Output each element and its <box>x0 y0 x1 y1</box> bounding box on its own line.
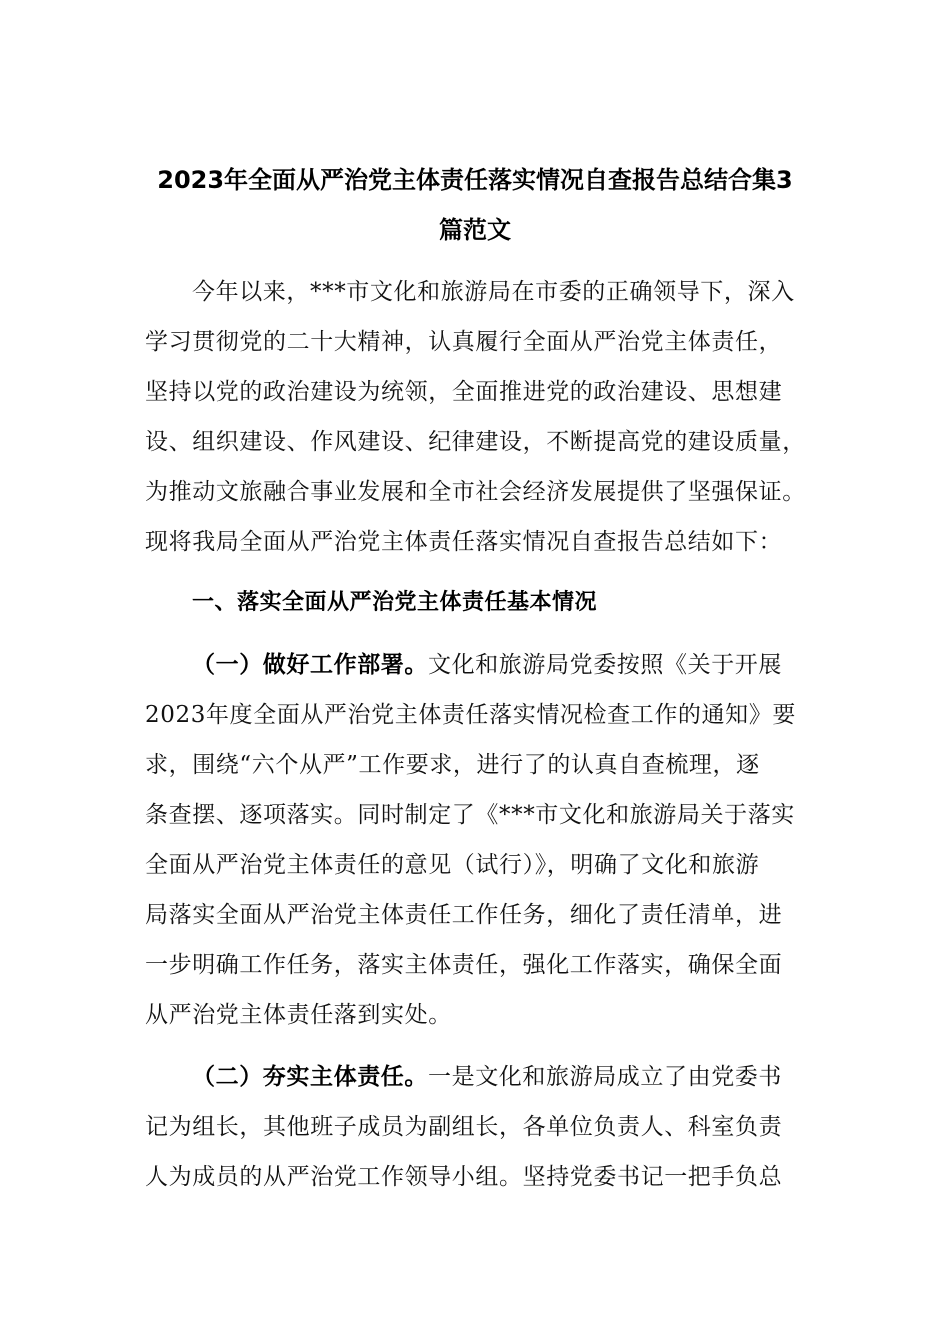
document-title-line-2: 篇范文 <box>439 216 511 244</box>
item2-line-2: 记为组长，其他班子成员为副组长，各单位负责人、科室负责 <box>145 1114 783 1140</box>
item2-first-rest: 一是文化和旅游局成立了由党委书 <box>428 1064 782 1090</box>
item1-line-1 <box>192 646 782 679</box>
intro-line-5: 为推动文旅融合事业发展和全市社会经济发展提供了坚强保证。 <box>145 479 806 505</box>
intro-line-6: 现将我局全面从严治党主体责任落实情况自查报告总结如下： <box>145 529 783 555</box>
item1-line-3: 求，围绕“六个从严”工作要求，进行了的认真自查梳理，逐 <box>145 752 760 778</box>
intro-line-3: 坚持以党的政治建设为统领，全面推进党的政治建设、思想建 <box>145 379 783 405</box>
item1-line-8: 从严治党主体责任落到实处。 <box>145 1002 452 1028</box>
item1-line-7: 一步明确工作任务，落实主体责任，强化工作落实，确保全面 <box>145 952 783 978</box>
intro-line-1: 今年以来，***市文化和旅游局在市委的正确领导下，深入 <box>192 279 795 305</box>
item1-first-rest: 文化和旅游局党委按照《关于开展 <box>428 652 782 678</box>
intro-line-2: 学习贯彻党的二十大精神，认真履行全面从严治党主体责任， <box>145 329 783 355</box>
intro-line-4: 设、组织建设、作风建设、纪律建设，不断提高党的建设质量， <box>145 429 806 455</box>
item2-line-1 <box>192 1058 782 1091</box>
document-title-line-1: 2023年全面从严治党主体责任落实情况自查报告总结合集3 <box>157 166 793 194</box>
item1-lead: （一）做好工作部署。 <box>192 652 428 678</box>
item2-lead: （二）夯实主体责任。 <box>192 1064 428 1090</box>
item1-line-6: 局落实全面从严治党主体责任工作任务，细化了责任清单，进 <box>145 902 783 928</box>
item1-line-2: 2023年度全面从严治党主体责任落实情况检查工作的通知》要 <box>145 702 796 728</box>
item2-line-3: 人为成员的从严治党工作领导小组。坚持党委书记一把手负总 <box>145 1164 783 1190</box>
item1-line-4: 条查摆、逐项落实。同时制定了《***市文化和旅游局关于落实 <box>145 802 795 828</box>
item1-line-5: 全面从严治党主体责任的意见（试行）》，明确了文化和旅游 <box>145 852 760 878</box>
section-heading-1: 一、落实全面从严治党主体责任基本情况 <box>192 590 598 615</box>
